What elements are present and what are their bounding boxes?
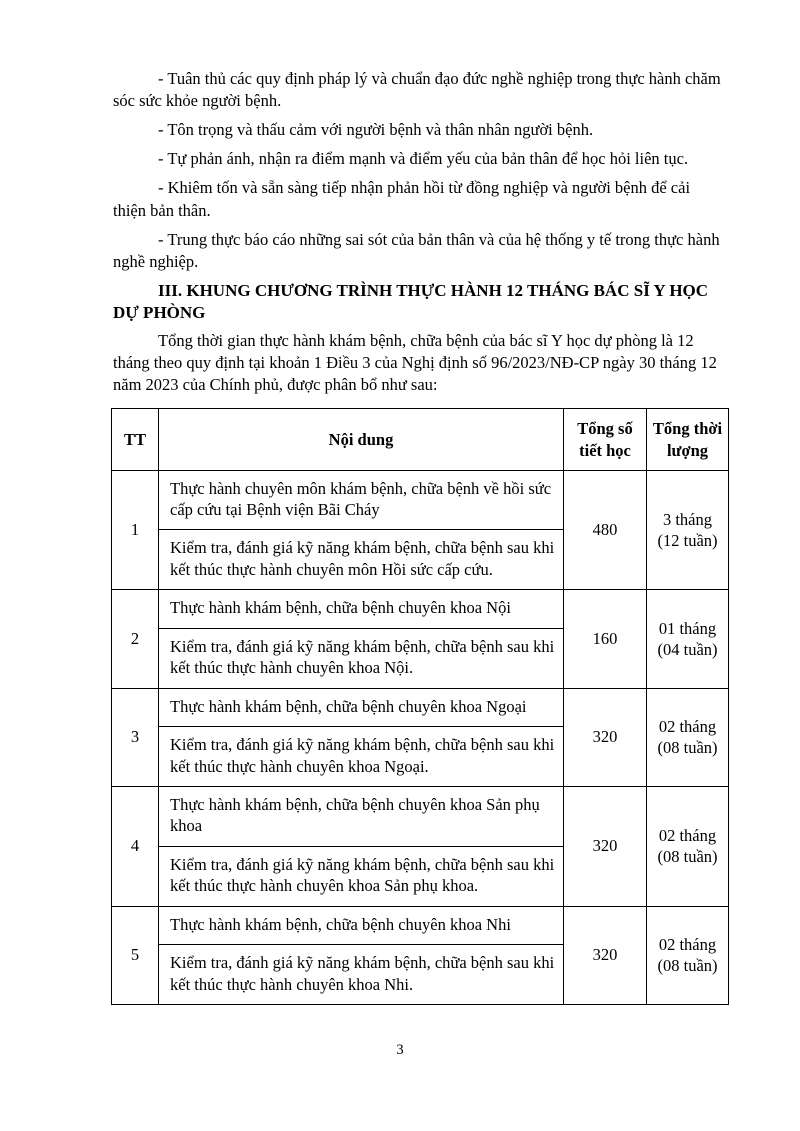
table-row	[112, 688, 729, 726]
table-row	[112, 906, 729, 944]
row-content-item: Thực hành khám bệnh, chữa bệnh chuyên khoa Nhi	[159, 906, 564, 944]
row-periods: 320	[564, 688, 647, 786]
bullet-paragraph: - Tuân thủ các quy định pháp lý và chuẩn đạo đức nghề nghiệp trong thực hành chăm sóc sức khỏe người bệnh.	[113, 69, 721, 111]
row-periods: 160	[564, 590, 647, 688]
row-duration	[647, 470, 729, 590]
document-body	[113, 68, 725, 1005]
table-row	[112, 470, 729, 530]
row-number: 1	[112, 470, 159, 590]
duration-months: 02 tháng	[658, 934, 717, 954]
duration-weeks: (04 tuần)	[657, 640, 718, 660]
row-number: 5	[112, 906, 159, 1004]
header-content: Nội dung	[159, 409, 564, 470]
duration-months: 02 tháng	[658, 716, 717, 736]
duration-months: 01 tháng	[658, 618, 717, 638]
intro-paragraph: Tổng thời gian thực hành khám bệnh, chữa bệnh của bác sĩ Y học dự phòng là 12 tháng theo quy định tại khoản 1 Điều 3 của Nghị định số 96/2023/NĐ-CP ngày 30 tháng 12 năm 2023 của Chính phủ, được phân bổ như sau:	[113, 331, 717, 395]
table-row	[112, 786, 729, 846]
duration-months: 02 tháng	[658, 825, 717, 845]
row-duration	[647, 906, 729, 1004]
duration-weeks: (08 tuần)	[657, 738, 718, 758]
section-heading: III. KHUNG CHƯƠNG TRÌNH THỰC HÀNH 12 THÁNG BÁC SĨ Y HỌC DỰ PHÒNG	[113, 280, 709, 322]
bullet-paragraph: - Khiêm tốn và sẵn sàng tiếp nhận phản hồi từ đồng nghiệp và người bệnh để cải thiện bản thân.	[113, 178, 691, 220]
row-content-item: Thực hành chuyên môn khám bệnh, chữa bệnh về hồi sức cấp cứu tại Bệnh viện Bãi Cháy	[159, 470, 564, 530]
header-duration: Tổng thời lượng	[647, 409, 729, 470]
row-content-item: Thực hành khám bệnh, chữa bệnh chuyên khoa Ngoại	[159, 688, 564, 726]
row-content-item: Kiểm tra, đánh giá kỹ năng khám bệnh, chữa bệnh sau khi kết thúc thực hành chuyên khoa Ngoại.	[159, 727, 564, 787]
bullet-paragraph: - Trung thực báo cáo những sai sót của bản thân và của hệ thống y tế trong thực hành nghề nghiệp.	[113, 229, 720, 271]
table-header-row	[112, 409, 729, 470]
table-row	[112, 590, 729, 628]
row-number: 3	[112, 688, 159, 786]
row-duration	[647, 590, 729, 688]
duration-weeks: (08 tuần)	[657, 847, 718, 867]
row-content-item: Thực hành khám bệnh, chữa bệnh chuyên khoa Nội	[159, 590, 564, 628]
bullet-paragraph: - Tự phản ánh, nhận ra điểm mạnh và điểm yếu của bản thân để học hỏi liên tục.	[158, 149, 689, 169]
page-number: 3	[396, 1042, 404, 1058]
row-content-item: Kiểm tra, đánh giá kỹ năng khám bệnh, chữa bệnh sau khi kết thúc thực hành chuyên môn Hồi sức cấp cứu.	[159, 530, 564, 590]
row-number: 2	[112, 590, 159, 688]
row-content-item: Kiểm tra, đánh giá kỹ năng khám bệnh, chữa bệnh sau khi kết thúc thực hành chuyên khoa Sản phụ khoa.	[159, 846, 564, 906]
duration-weeks: (12 tuần)	[657, 530, 718, 550]
row-duration	[647, 786, 729, 906]
row-content-item: Thực hành khám bệnh, chữa bệnh chuyên khoa Sản phụ khoa	[159, 786, 564, 846]
bullet-paragraph: - Tôn trọng và thấu cảm với người bệnh và thân nhân người bệnh.	[158, 120, 594, 140]
row-content-item: Kiểm tra, đánh giá kỹ năng khám bệnh, chữa bệnh sau khi kết thúc thực hành chuyên khoa Nội.	[159, 628, 564, 688]
row-periods: 320	[564, 786, 647, 906]
program-table	[111, 408, 729, 1005]
duration-months: 3 tháng	[662, 509, 713, 529]
row-periods: 480	[564, 470, 647, 590]
row-duration	[647, 688, 729, 786]
duration-weeks: (08 tuần)	[657, 956, 718, 976]
row-number: 4	[112, 786, 159, 906]
row-periods: 320	[564, 906, 647, 1004]
header-periods: Tổng số tiết học	[564, 409, 647, 470]
row-content-item: Kiểm tra, đánh giá kỹ năng khám bệnh, chữa bệnh sau khi kết thúc thực hành chuyên khoa Nhi.	[159, 945, 564, 1005]
header-tt: TT	[112, 409, 159, 470]
